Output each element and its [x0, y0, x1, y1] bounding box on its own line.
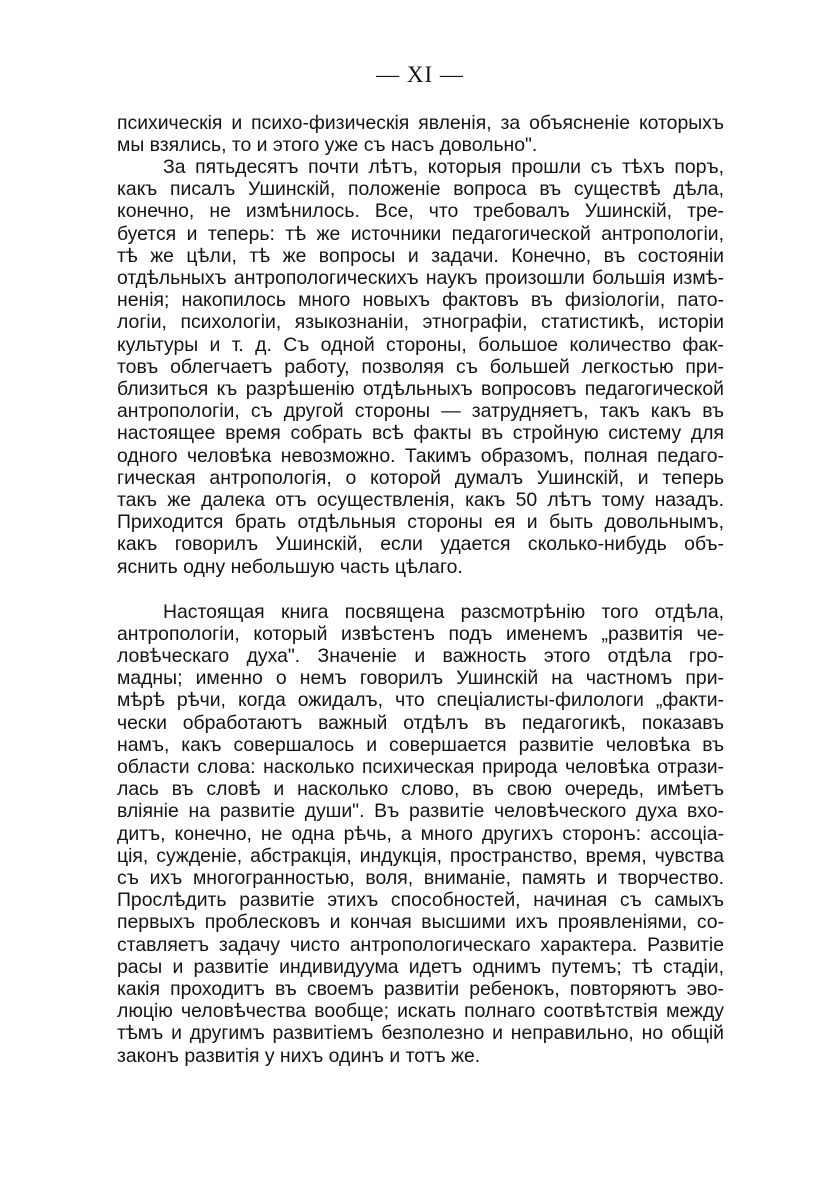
text-line: какъ писалъ Ушинскій, положеніе вопроса въ существѣ дѣла, [117, 178, 724, 200]
text-line: области слова: насколько психическая природа человѣка отрази- [117, 756, 724, 778]
text-line: люцію человѣчества вообще; искать полнаго соотвѣтствія между [117, 1000, 724, 1022]
text-line: расы и развитіе индивидуума идетъ однимъ путемъ; тѣ стадіи, [117, 956, 724, 978]
text-line: лась въ словѣ и насколько слово, въ свою очередь, имѣетъ [117, 778, 724, 800]
text-line: законъ развитія у нихъ одинъ и тотъ же. [117, 1045, 481, 1067]
text-line: намъ, какъ совершалось и совершается развитіе человѣка въ [117, 734, 724, 756]
text-line: отдѣльныхъ антропологическихъ наукъ произошли большія измѣ- [117, 267, 724, 289]
text-line: культуры и т. д. Съ одной стороны, большое количество фак- [117, 334, 724, 356]
text-line: ловѣческаго духа". Значеніе и важность этого отдѣла гро- [117, 645, 724, 667]
text-line: тѣ же цѣли, тѣ же вопросы и задачи. Конечно, въ состояніи [117, 245, 724, 267]
text-line: настоящее время собрать всѣ факты въ стройную систему для [117, 422, 724, 444]
text-line: какъ говорилъ Ушинскій, если удается сколько-нибудь объ- [117, 533, 724, 555]
text-line: Настоящая книга посвящена разсмотрѣнію того отдѣла, [163, 601, 724, 623]
text-line: мадны; именно о немъ говорилъ Ушинскій на частномъ при- [117, 667, 724, 689]
text-line: психическія и психо-физическія явленія, за объясненіе которыхъ [117, 112, 724, 134]
text-line: антропологіи, съ другой стороны — затрудняетъ, такъ какъ въ [117, 400, 724, 422]
text-line: ставляетъ задачу чисто антропологическаго характера. Развитіе [117, 934, 724, 956]
text-line: мѣрѣ рѣчи, когда ожидалъ, что спеціалисты-филологи „факти- [117, 689, 724, 711]
text-line: товъ облегчаетъ работу, позволяя съ большей легкостью при- [117, 356, 724, 378]
text-line: антропологіи, который извѣстенъ подъ именемъ „развитія че- [117, 623, 724, 645]
text-line: буется и теперь: тѣ же источники педагогической антропологіи, [117, 223, 724, 245]
text-line: ненія; накопилось много новыхъ фактовъ въ физіологіи, пато- [117, 289, 724, 311]
text-line: конечно, не измѣнилось. Все, что требовалъ Ушинскій, тре- [117, 200, 724, 222]
text-line: мы взялись, то и этого уже съ насъ довольно". [117, 134, 538, 156]
text-line: Прослѣдить развитіе этихъ способностей, начиная съ самыхъ [117, 889, 724, 911]
text-line: такъ же далека отъ осуществленія, какъ 50 лѣтъ тому назадъ. [117, 489, 724, 511]
text-line: вліяніе на развитіе души". Въ развитіе человѣческого духа вхо- [117, 800, 724, 822]
text-line: яснить одну небольшую часть цѣлаго. [117, 556, 463, 578]
text-line: дитъ, конечно, не одна рѣчь, а много другихъ сторонъ: ассоціа- [117, 823, 724, 845]
text-line: одного человѣка невозможно. Такимъ образомъ, полная педаго- [117, 445, 724, 467]
page-number: — XI — [376, 62, 464, 87]
text-line: съ ихъ многогранностью, воля, вниманіе, память и творчество. [117, 867, 724, 889]
text-line: тѣмъ и другимъ развитіемъ безполезно и неправильно, но общій [117, 1022, 724, 1044]
text-line: Приходится брать отдѣльныя стороны ея и быть довольнымъ, [117, 511, 724, 533]
text-line: За пятьдесятъ почти лѣтъ, которыя прошли съ тѣхъ поръ, [163, 156, 724, 178]
text-line: какія проходитъ въ своемъ развитіи ребенокъ, повторяютъ эво- [117, 978, 724, 1000]
text-line: ція, сужденіе, абстракція, индукція, пространство, время, чувства [117, 845, 724, 867]
text-line: близиться къ разрѣшенію отдѣльныхъ вопросовъ педагогической [117, 378, 724, 400]
text-line: первыхъ проблесковъ и кончая высшими ихъ проявленіями, со- [117, 911, 724, 933]
text-line: гическая антропологія, о которой думалъ Ушинскій, и теперь [117, 467, 724, 489]
text-line: логіи, психологіи, языкознаніи, этнографіи, статистикѣ, исторіи [117, 311, 724, 333]
text-line: чески обработаютъ важный отдѣлъ въ педагогикѣ, показавъ [117, 712, 724, 734]
